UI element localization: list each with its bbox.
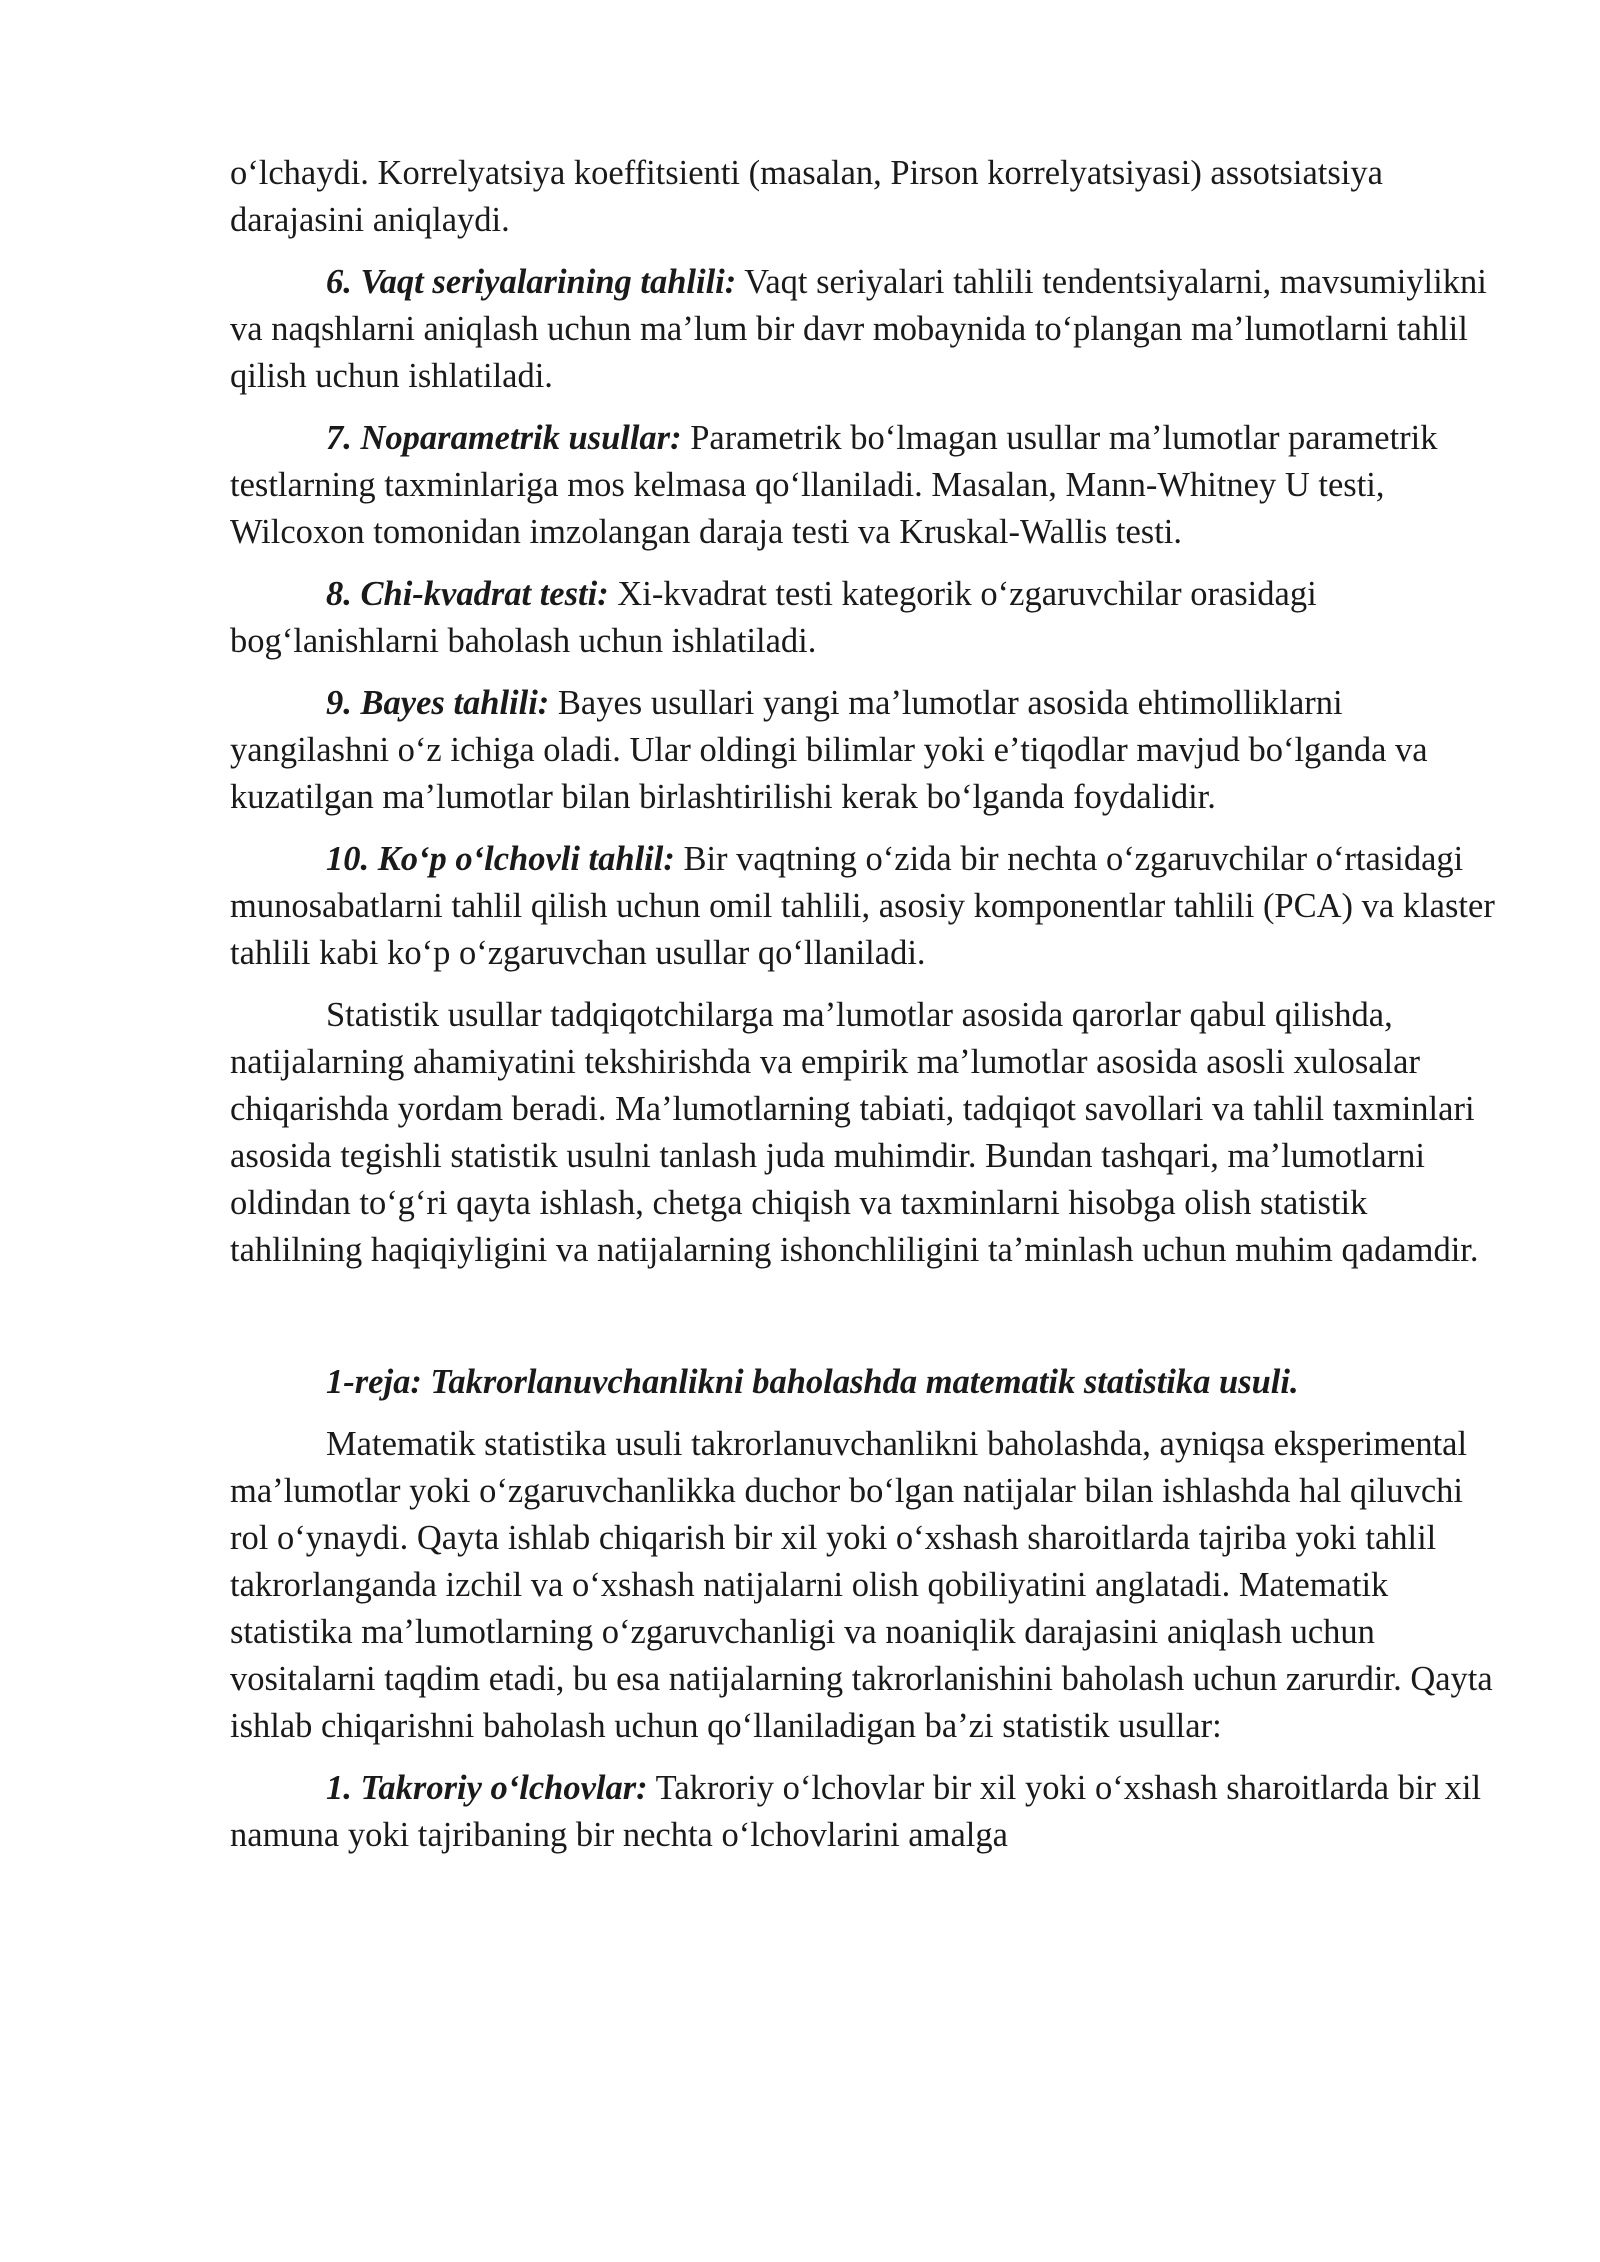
- section-spacer: [230, 1289, 1500, 1359]
- method-item-lead: 7. Noparametrik usullar:: [326, 419, 682, 457]
- method-item-text: Bir vaqtning oʻzida bir nechta oʻzgaruvchilar oʻrtasidagi munosabatlarni tahlil qilish uchun omil tahlili, asosiy komponentlar tahlili (PCA) va klaster tahlili kabi koʻp oʻzgaruvchan usullar qoʻllaniladi.: [230, 840, 1495, 972]
- method-item-text: Parametrik boʻlmagan usullar maʼlumotlar parametrik testlarning taxminlariga mos kelmasa qoʻllaniladi. Masalan, Mann-Whitney U testi, Wilcoxon tomonidan imzolangan daraja testi va Kruskal-Wallis testi.: [230, 419, 1438, 551]
- method-item-lead: 6. Vaqt seriyalarining tahlili:: [326, 263, 737, 301]
- section-intro-paragraph: Matematik statistika usuli takrorlanuvchanlikni baholashda, ayniqsa eksperimental maʼlumotlar yoki oʻzgaruvchanlikka duchor boʻlgan natijalar bilan ishlashda hal qiluvchi rol oʻynaydi. Qayta ishlab chiqarish bir xil yoki oʻxshash sharoitlarda tajriba yoki tahlil takrorlanganda izchil va oʻxshash natijalarni olish qobiliyatini anglatadi. Matematik statistika maʼlumotlarning oʻzgaruvchanligi va noaniqlik darajasini aniqlash uchun vositalarni taqdim etadi, bu esa natijalarning takrorlanishini baholash uchun zarurdir. Qayta ishlab chiqarishni baholash uchun qoʻllaniladigan baʼzi statistik usullar:: [230, 1425, 1493, 1745]
- method-item-text: Vaqt seriyalari tahlili tendentsiyalarni, mavsumiylikni va naqshlarni aniqlash uchun maʼlum bir davr mobaynida toʻplangan maʼlumotlarni tahlil qilish uchun ishlatiladi.: [230, 263, 1487, 395]
- summary-paragraph: Statistik usullar tadqiqotchilarga maʼlumotlar asosida qarorlar qabul qilishda, natijalarning ahamiyatini tekshirishda va empirik maʼlumotlar asosida asosli xulosalar chiqarishda yordam beradi. Maʼlumotlarning tabiati, tadqiqot savollari va tahlil taxminlari asosida tegishli statistik usulni tanlash juda muhimdir. Bundan tashqari, maʼlumotlarni oldindan toʻgʻri qayta ishlash, chetga chiqish va taxminlarni hisobga olish statistik tahlilning haqiqiyligini va natijalarning ishonchliligini taʼminlash uchun muhim qadamdir.: [230, 996, 1479, 1269]
- method-item-lead: 10. Koʻp oʻlchovli tahlil:: [326, 840, 675, 878]
- method-item-text: Bayes usullari yangi maʼlumotlar asosida ehtimolliklarni yangilashni oʻz ichiga oladi. Ular oldingi bilimlar yoki eʼtiqodlar mavjud boʻlganda va kuzatilgan maʼlumotlar bilan birlashtirilishi kerak boʻlganda foydalidir.: [230, 684, 1428, 816]
- method-item-lead: 9. Bayes tahlili:: [326, 684, 550, 722]
- method-item-lead: 8. Chi-kvadrat testi:: [326, 575, 609, 613]
- method-item-text: Xi-kvadrat testi kategorik oʻzgaruvchilar orasidagi bogʻlanishlarni baholash uchun ishlatiladi.: [230, 575, 1317, 660]
- section-item-1: [230, 1765, 1500, 1859]
- method-item-8: [230, 571, 1500, 665]
- section-item-text: Takroriy oʻlchovlar bir xil yoki oʻxshash sharoitlarda bir xil namuna yoki tajribaning bir nechta oʻlchovlarini amalga: [230, 1769, 1482, 1854]
- method-item-7: [230, 415, 1500, 556]
- continuation-paragraph: oʻlchaydi. Korrelyatsiya koeffitsienti (masalan, Pirson korrelyatsiyasi) assotsiatsiya darajasini aniqlaydi.: [230, 154, 1383, 239]
- section-item-lead: 1. Takroriy oʻlchovlar:: [326, 1769, 648, 1807]
- method-item-10: [230, 836, 1500, 977]
- method-item-9: [230, 680, 1500, 821]
- method-item-6: [230, 259, 1500, 400]
- section-heading: 1-reja: Takrorlanuvchanlikni baholashda matematik statistika usuli.: [326, 1363, 1299, 1401]
